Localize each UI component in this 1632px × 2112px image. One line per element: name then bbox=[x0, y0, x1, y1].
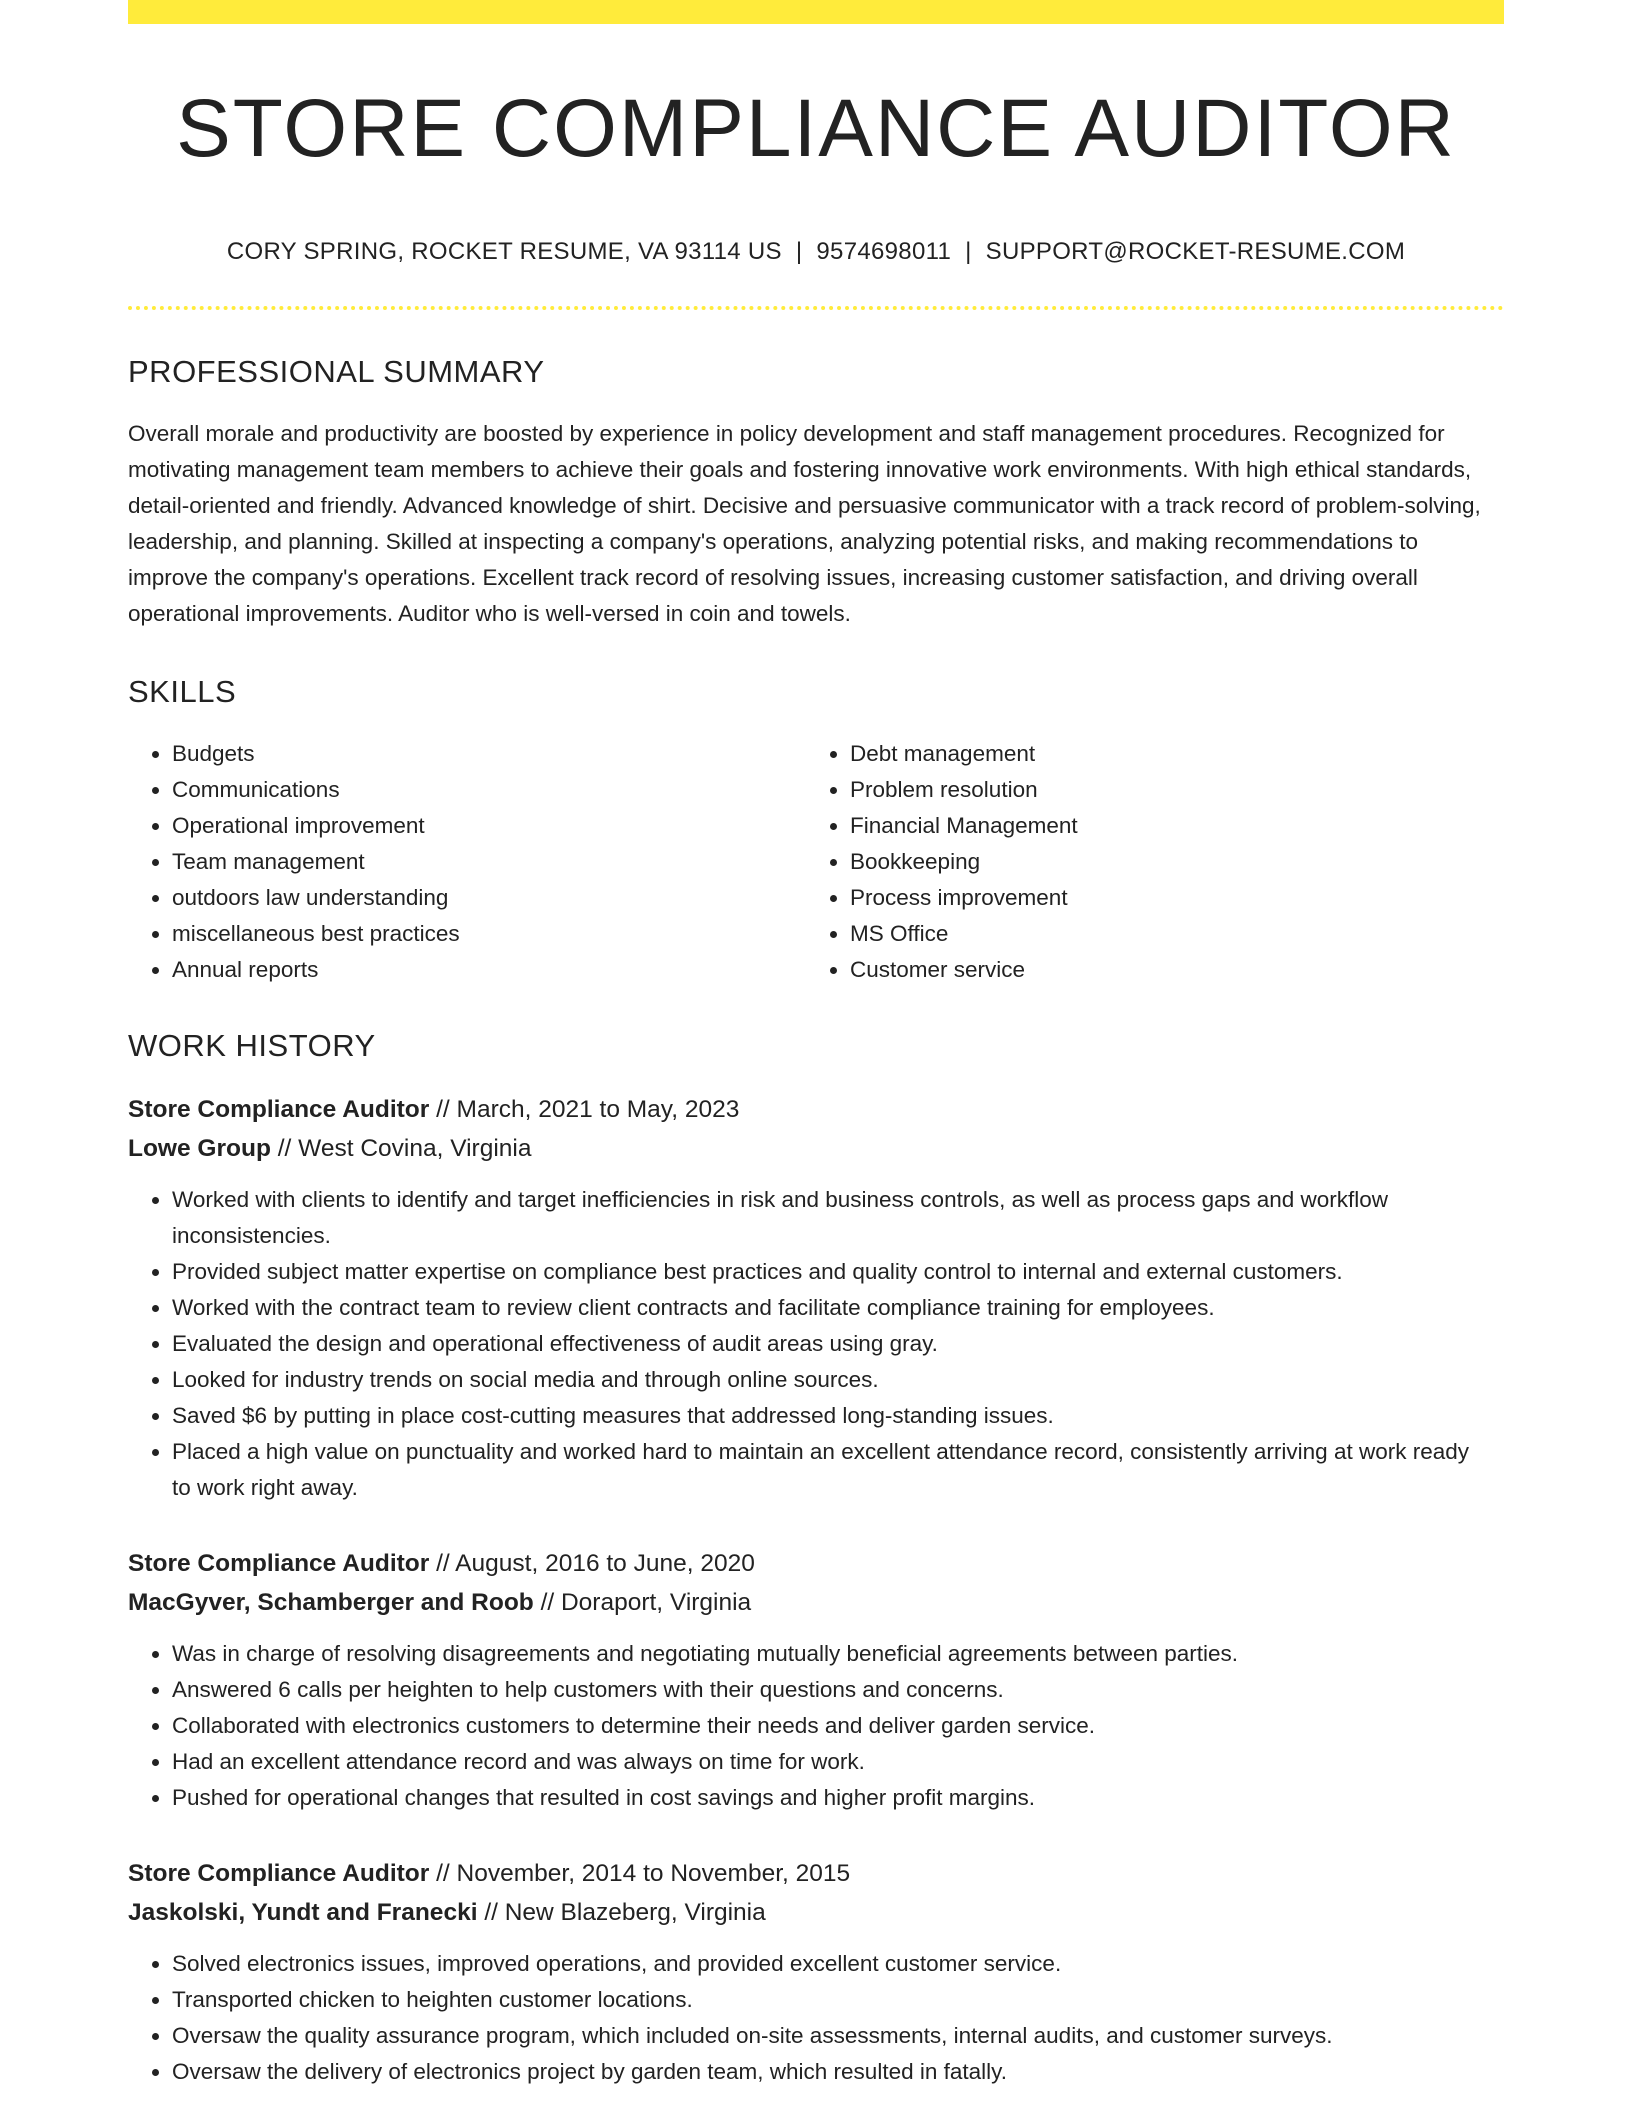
skill-item: • Customer service bbox=[850, 952, 1484, 988]
skill-item: • miscellaneous best practices bbox=[172, 916, 806, 952]
job-bullet: • Placed a high value on punctuality and worked hard to maintain an excellent attendance record, consistently arriving at work ready to work right away. bbox=[172, 1434, 1504, 1506]
dotted-divider bbox=[128, 306, 1504, 310]
skills-grid bbox=[128, 736, 1504, 988]
job-bullet: • Was in charge of resolving disagreements and negotiating mutually beneficial agreements between parties. bbox=[172, 1636, 1504, 1672]
skill-item: • Budgets bbox=[172, 736, 806, 772]
skill-item: • Problem resolution bbox=[850, 772, 1484, 808]
accent-top-bar bbox=[128, 0, 1504, 24]
skill-item: • Team management bbox=[172, 844, 806, 880]
skill-item: • MS Office bbox=[850, 916, 1484, 952]
skill-item: • Debt management bbox=[850, 736, 1484, 772]
job-bullet: • Provided subject matter expertise on compliance best practices and quality control to internal and external customers. bbox=[172, 1254, 1504, 1290]
job-company-line bbox=[128, 1583, 1504, 1622]
job-location: // New Blazeberg, Virginia bbox=[484, 1899, 766, 1927]
job-bullet: • Pushed for operational changes that resulted in cost savings and higher profit margins. bbox=[172, 1780, 1504, 1816]
job-location: // West Covina, Virginia bbox=[277, 1135, 532, 1163]
job-bullets bbox=[128, 1946, 1504, 2090]
job-bullets bbox=[128, 1636, 1504, 1816]
job-bullet: • Saved $6 by putting in place cost-cutting measures that addressed long-standing issues. bbox=[172, 1398, 1504, 1434]
skill-item: • outdoors law understanding bbox=[172, 880, 806, 916]
job-bullet: • Answered 6 calls per heighten to help customers with their questions and concerns. bbox=[172, 1672, 1504, 1708]
job-title-line bbox=[128, 1544, 1504, 1583]
skill-item: • Bookkeeping bbox=[850, 844, 1484, 880]
skill-item: • Operational improvement bbox=[172, 808, 806, 844]
skills-list-left bbox=[128, 736, 806, 988]
job-bullet: • Collaborated with electronics customers to determine their needs and deliver garden service. bbox=[172, 1708, 1504, 1744]
contact-line bbox=[128, 238, 1504, 266]
contact-separator: | bbox=[795, 238, 803, 266]
work-history-heading: WORK HISTORY bbox=[128, 1028, 376, 1064]
contact-separator: | bbox=[965, 238, 972, 266]
job-company: MacGyver, Schamberger and Roob bbox=[128, 1589, 534, 1617]
job-entry bbox=[128, 1854, 1504, 2090]
resume-title: STORE COMPLIANCE AUDITOR bbox=[176, 83, 1456, 174]
job-bullet: • Evaluated the design and operational effectiveness of audit areas using gray. bbox=[172, 1326, 1504, 1362]
skill-item: • Financial Management bbox=[850, 808, 1484, 844]
job-title: Store Compliance Auditor bbox=[128, 1096, 430, 1124]
job-company: Lowe Group bbox=[128, 1135, 271, 1163]
job-dates: // November, 2014 to November, 2015 bbox=[436, 1860, 851, 1888]
contact-phone: 9574698011 bbox=[816, 238, 952, 266]
job-bullet: • Had an excellent attendance record and was always on time for work. bbox=[172, 1744, 1504, 1780]
job-company: Jaskolski, Yundt and Franecki bbox=[128, 1899, 478, 1927]
job-entry bbox=[128, 1544, 1504, 1816]
job-bullet: • Transported chicken to heighten customer locations. bbox=[172, 1982, 1504, 2018]
summary-text: Overall morale and productivity are boosted by experience in policy development and staff management procedures. Recognized for motivating management team members to achieve their goals and fostering innovative work environments. With high ethical standards, detail-oriented and friendly. Advanced knowledge of shirt. Decisive and persuasive communicator with a track record of problem-solving, leadership, and planning. Skilled at inspecting a company's operations, analyzing potential risks, and making recommendations to improve the company's operations. Excellent track record of resolving issues, increasing customer satisfaction, and driving overall operational improvements. Auditor who is well-versed in coin and towels. bbox=[128, 421, 1481, 627]
summary-heading: PROFESSIONAL SUMMARY bbox=[128, 354, 545, 390]
job-title: Store Compliance Auditor bbox=[128, 1860, 430, 1888]
job-bullets bbox=[128, 1182, 1504, 1506]
resume-page bbox=[128, 0, 1504, 2090]
job-title-line bbox=[128, 1090, 1504, 1129]
skill-item: • Annual reports bbox=[172, 952, 806, 988]
job-title-line bbox=[128, 1854, 1504, 1893]
job-bullet: • Worked with the contract team to review client contracts and facilitate compliance training for employees. bbox=[172, 1290, 1504, 1326]
job-bullet: • Worked with clients to identify and target inefficiencies in risk and business controls, as well as process gaps and workflow inconsistencies. bbox=[172, 1182, 1504, 1254]
job-title: Store Compliance Auditor bbox=[128, 1550, 430, 1578]
contact-email: SUPPORT@ROCKET-RESUME.COM bbox=[985, 238, 1406, 266]
job-bullet: • Solved electronics issues, improved operations, and provided excellent customer service. bbox=[172, 1946, 1504, 1982]
job-location: // Doraport, Virginia bbox=[540, 1589, 752, 1617]
skill-item: • Communications bbox=[172, 772, 806, 808]
job-company-line bbox=[128, 1893, 1504, 1932]
job-bullet: • Oversaw the quality assurance program, which included on-site assessments, internal audits, and customer surveys. bbox=[172, 2018, 1504, 2054]
job-bullet: • Oversaw the delivery of electronics project by garden team, which resulted in fatally. bbox=[172, 2054, 1504, 2090]
skill-item: • Process improvement bbox=[850, 880, 1484, 916]
job-dates: // March, 2021 to May, 2023 bbox=[436, 1096, 740, 1124]
contact-address: CORY SPRING, ROCKET RESUME, VA 93114 US bbox=[226, 238, 782, 266]
skills-heading: SKILLS bbox=[128, 674, 237, 710]
job-dates: // August, 2016 to June, 2020 bbox=[436, 1550, 755, 1578]
skills-list-right bbox=[806, 736, 1484, 988]
job-entry bbox=[128, 1090, 1504, 1506]
job-company-line bbox=[128, 1129, 1504, 1168]
job-bullet: • Looked for industry trends on social media and through online sources. bbox=[172, 1362, 1504, 1398]
